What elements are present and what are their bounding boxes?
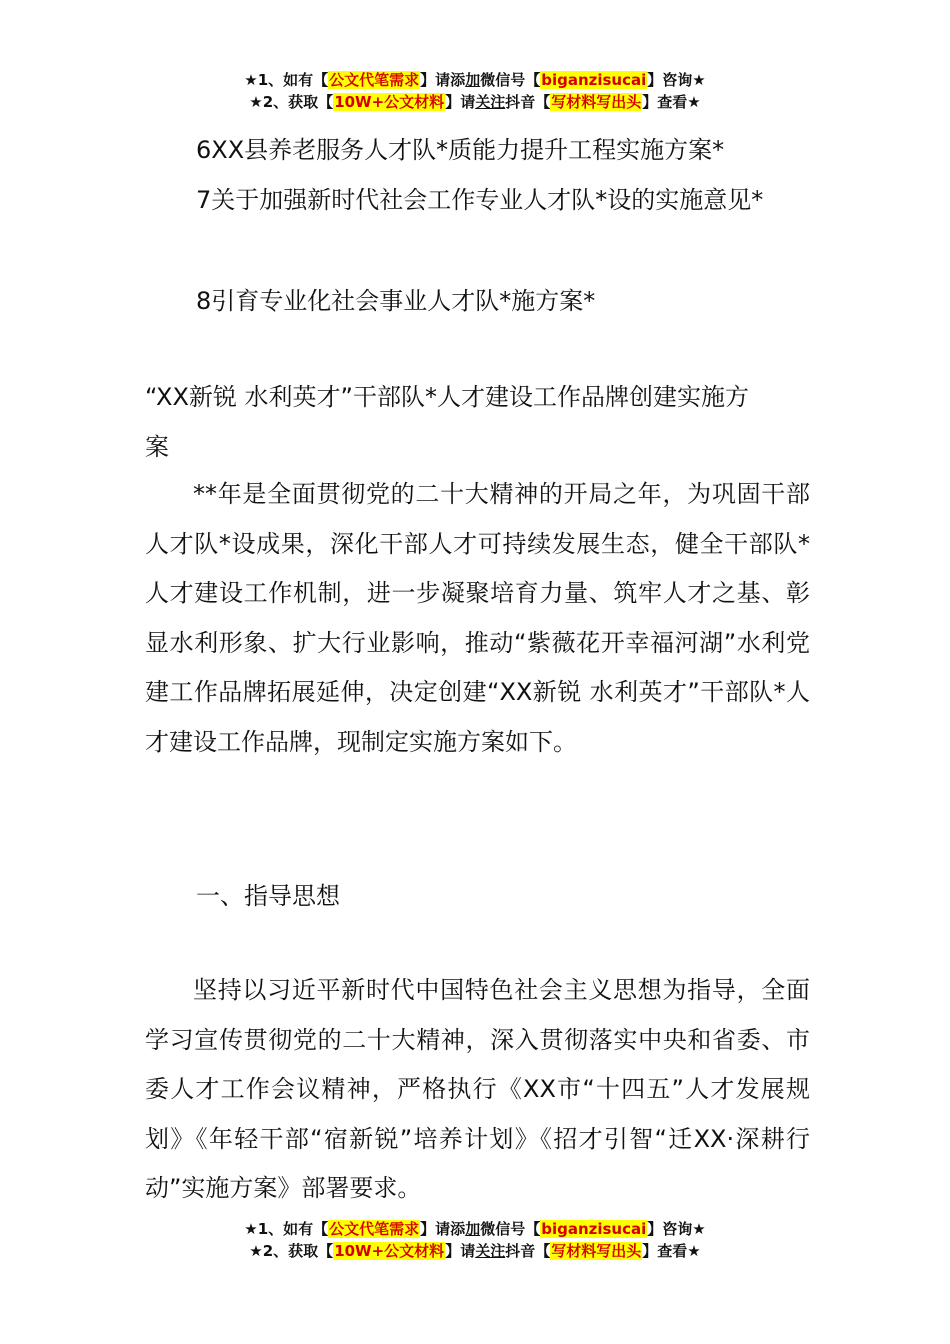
doc-title-line-2: 案 (145, 433, 169, 461)
highlight-douyin: 写材料写出头 (551, 93, 642, 111)
promo-banner-bottom (0, 1218, 950, 1262)
highlight-service: 公文代笔需求 (329, 71, 420, 89)
highlight-wechat-id: biganzisucai (541, 71, 647, 89)
list-item-7: 7关于加强新时代社会工作专业人才队*设的实施意见* (196, 186, 764, 214)
promo-line-2: ★2、获取【10W+公文材料】请关注抖音【写材料写出头】查看★ (249, 1242, 701, 1260)
list-item-6: 6XX县养老服务人才队*质能力提升工程实施方案* (196, 136, 725, 164)
section-heading-guiding-ideology: 一、指导思想 (196, 882, 340, 910)
highlight-materials: 10W+公文材料 (334, 93, 445, 111)
promo-line-2: ★2、获取【10W+公文材料】请关注抖音【写材料写出头】查看★ (249, 93, 701, 111)
highlight-materials: 10W+公文材料 (334, 1242, 445, 1260)
promo-banner-top (0, 69, 950, 113)
highlight-service: 公文代笔需求 (329, 1220, 420, 1238)
intro-paragraph: **年是全面贯彻党的二十大精神的开局之年，为巩固干部人才队*设成果，深化干部人才可持续发展生态，健全干部队*人才建设工作机制，进一步凝聚培育力量、筑牢人才之基、彰显水利形象、扩大行业影响，推动“紫薇花开幸福河湖”水利党建工作品牌拓展延伸，决定创建“XX新锐 水利英才”干部队*人才建设工作品牌，现制定实施方案如下。 (145, 480, 810, 756)
promo-line-1: ★1、如有【公文代笔需求】请添加微信号【biganzisucai】咨询★ (244, 71, 706, 89)
highlight-douyin: 写材料写出头 (551, 1242, 642, 1260)
guiding-ideology-paragraph: 坚持以习近平新时代中国特色社会主义思想为指导，全面学习宣传贯彻党的二十大精神，深入贯彻落实中央和省委、市委人才工作会议精神，严格执行《XX市“十四五”人才发展规划》《年轻干部“宿新锐”培养计划》《招才引智“迁XX·深耕行动”实施方案》部署要求。 (145, 976, 810, 1202)
doc-title-line-1: “XX新锐 水利英才”干部队*人才建设工作品牌创建实施方 (145, 383, 749, 411)
list-item-8: 8引育专业化社会事业人才队*施方案* (196, 287, 596, 315)
promo-line-1: ★1、如有【公文代笔需求】请添加微信号【biganzisucai】咨询★ (244, 1220, 706, 1238)
highlight-wechat-id: biganzisucai (541, 1220, 647, 1238)
